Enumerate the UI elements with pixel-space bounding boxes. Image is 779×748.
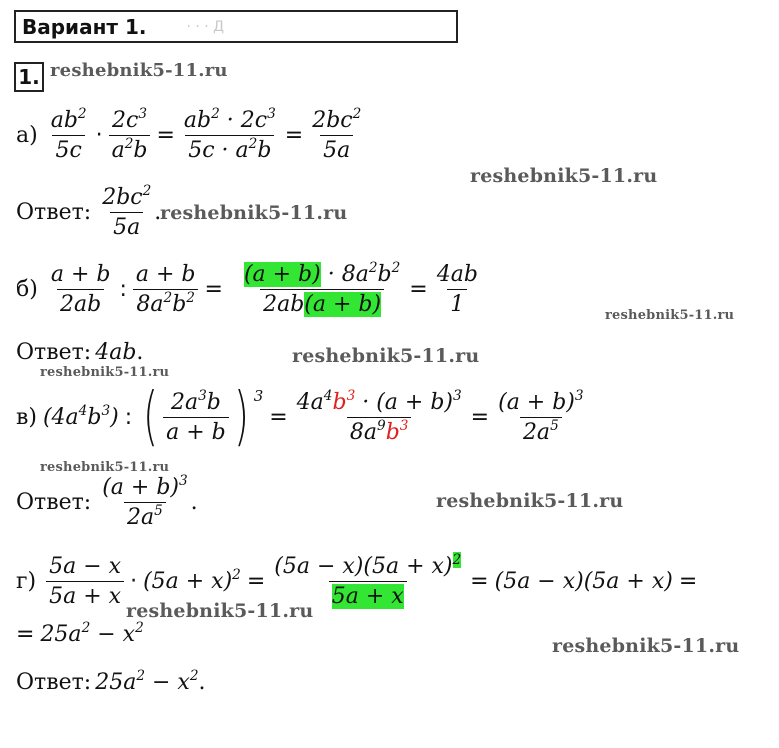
part-a-equation: а) $\frac{ab^2}{5c}$ · $\frac{2c^3}{a^2b}$ = $\frac{ab^2 \cdot 2c^3}{5c \cdot a^2b}$ = $\frac{2bc^2}{5a}$: [16, 106, 362, 163]
part-g-equation: г) $\frac{5a - x}{5a + x}$ · $(5a + x)^2$ = $\frac{(5a - x)(5a + x)^2}{5a + x}$ = (5a − x)(5a + x) =: [16, 552, 698, 609]
part-b-answer: Ответ: 4ab .: [16, 340, 144, 365]
part-g-label: г): [16, 569, 37, 594]
part-v-equation: в) $(4a^4b^3)$ : ( $\frac{2a^3b}{a + b}$ ) 3 = $\frac{4a^4b^3 \cdot (a + b)^3}{8a^9b^3}$ = $\frac{(a + b)^3}{2a^5}$: [16, 380, 584, 454]
answer-label: Ответ:: [16, 670, 92, 695]
part-b-equation: б) $\frac{a + b}{2ab}$ : $\frac{a + b}{8a^2b^2}$ = $\frac{(a + b) \cdot 8a^2b^2}{2ab(a + b)}$ = $\frac{4ab}{1}$: [16, 260, 478, 317]
watermark: reshebnik5-11.ru: [126, 600, 314, 622]
watermark: reshebnik5-11.ru: [292, 345, 480, 367]
watermark: reshebnik5-11.ru: [605, 308, 735, 323]
watermark: reshebnik5-11.ru: [160, 202, 348, 224]
task-number: 1.: [14, 62, 44, 92]
part-a-label: а): [16, 123, 38, 148]
part-b-label: б): [16, 277, 38, 302]
part-a-answer: Ответ: $\frac{2bc^2}{5a}$ .: [16, 183, 162, 240]
answer-label: Ответ:: [16, 200, 92, 225]
part-g-continuation: = $25a^2 - x^2$: [16, 620, 144, 647]
part-v-label: в): [16, 404, 37, 430]
variant-title: Вариант 1.: [22, 14, 147, 39]
watermark: reshebnik5-11.ru: [552, 635, 740, 657]
answer-label: Ответ:: [16, 340, 92, 365]
watermark: reshebnik5-11.ru: [40, 460, 170, 475]
variant-header: [14, 10, 458, 43]
part-g-answer: Ответ: $25a^2 - x^2$ .: [16, 668, 206, 695]
watermark: reshebnik5-11.ru: [40, 365, 170, 380]
watermark: reshebnik5-11.ru: [470, 165, 658, 187]
watermark: reshebnik5-11.ru: [436, 490, 624, 512]
part-v-answer: Ответ: $\frac{(a + b)^3}{2a^5}$ .: [16, 473, 198, 530]
watermark: reshebnik5-11.ru: [50, 60, 228, 81]
answer-label: Ответ:: [16, 490, 92, 515]
variant-faint-text: · · · Д: [186, 18, 225, 35]
